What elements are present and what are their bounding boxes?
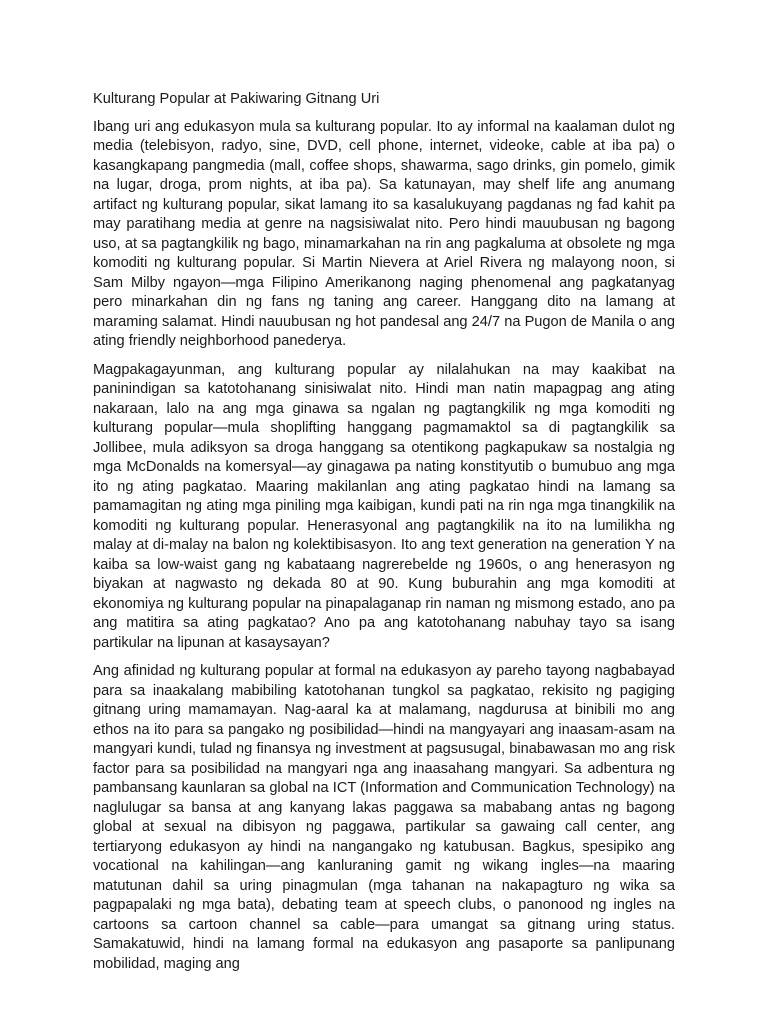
paragraph-1: Ibang uri ang edukasyon mula sa kulturang popular. Ito ay informal na kaalaman dulot ng media (telebisyon, radyo, sine, DVD, cell phone, internet, videoke, cable at iba pa) o kasangkapang pangmedia (mall, coffee shops, shawarma, sago drinks, gin pomelo, gimik na lugar, droga, prom nights, at iba pa). Sa katunayan, may shelf life ang anumang artifact ng kulturang popular, sikat lamang ito sa kasalukuyang pagdanas ng fad kahit pa may paratihang media at genre na nagsisiwalat nito. Pero hindi mauubusan ng bagong uso, at sa pagtangkilik ng bago, minamarkahan na rin ang pagkaluma at obsolete ng mga komoditi ng kulturang popular. Si Martin Nievera at Ariel Rivera ng malayong noon, si Sam Milby ngayon—mga Filipino Amerikanong naging phenomenal ang pagkatanyag pero minarkahan din ng fans ng taning ang career. Hanggang dito na lamang at maraming salamat. Hindi nauubusan ng hot pandesal ang 24/7 na Pugon de Manila o ang ating friendly neighborhood panederya.	[93, 118, 675, 349]
document-page	[93, 90, 675, 983]
paragraph-3: Ang afinidad ng kulturang popular at formal na edukasyon ay pareho tayong nagbabayad para sa inaakalang mabibiling katotohanan tungkol sa pagkatao, rekisito ng pagiging gitnang uring mamamayan. Nag-aaral ka at malamang, nagdurusa at binibili mo ang ethos na ito para sa pangako ng posibilidad—hindi na mangyayari ang inaasam-asam na mangyari kundi, tulad ng finansya ng investment at pagsusugal, binabawasan mo ang risk factor para sa posibilidad na mangyari nga ang inaasahang mangyari. Sa adbentura ng pambansang kaunlaran sa global na ICT (Information and Communication Technology) na naglulugar sa bansa at ang kanyang lakas paggawa sa mababang antas ng bagong global at sexual na dibisyon ng paggawa, partikular sa gawaing call center, ang tertiaryong edukasyon ay hindi na nangangako ng katubusan. Bagkus, spesipiko ang vocational na kahilingan—ang kanluraning gamit ng wikang ingles—na maaring matutunan dahil sa uring pinagmulan (mga tahanan na nakapagturo ng wika sa pagpapalaki ng mga bata), debating team at speech clubs, o panonood ng ingles na cartoons sa cartoon channel sa cable—para umangat sa gitnang uring status. Samakatuwid, hindi na lamang formal na edukasyon ang pasaporte sa panlipunang mobilidad, maging ang	[93, 663, 675, 972]
document-title: Kulturang Popular at Pakiwaring Gitnang Uri	[93, 91, 380, 107]
paragraph-2: Magpakagayunman, ang kulturang popular ay nilalahukan na may kaakibat na paninindigan sa katotohanang sinisiwalat nito. Hindi man natin mapagpag ang ating nakaraan, lalo na ang mga ginawa sa ngalan ng pagtangkilik ng mga komoditi ng kulturang popular—mula shoplifting hanggang pagmamaktol sa di pagtangkilik sa Jollibee, mula adiksyon sa droga hanggang sa otentikong pagkapukaw sa nostalgia ng mga McDonalds na komersyal—ay ginagawa pa nating konstityutib o bumubuo ang mga ito ng ating pagkatao. Maaring makilanlan ang ating pagkatao hindi na lamang sa pamamagitan ng ating mga piniling mga kaibigan, kundi pati na rin nga mga tinangkilik na komoditi ng kulturang popular. Henerasyonal ang pagtangkilik na ito na lumilikha ng malay at di-malay na balon ng kolektibisasyon. Ito ang text generation na generation Y na kaiba sa low-waist gang ng kabataang nagrerebelde ng 1960s, o ang henerasyon ng biyakan at nagwasto ng dekada 80 at 90. Kung buburahin ang mga komoditi at ekonomiya ng kulturang popular na pinapalaganap rin naman ng mismong estado, ano pa ang matitira sa ating pagkatao? Ano pa ang katotohanang nabuhay tayo sa isang partikular na lipunan at kasaysayan?	[93, 361, 675, 651]
